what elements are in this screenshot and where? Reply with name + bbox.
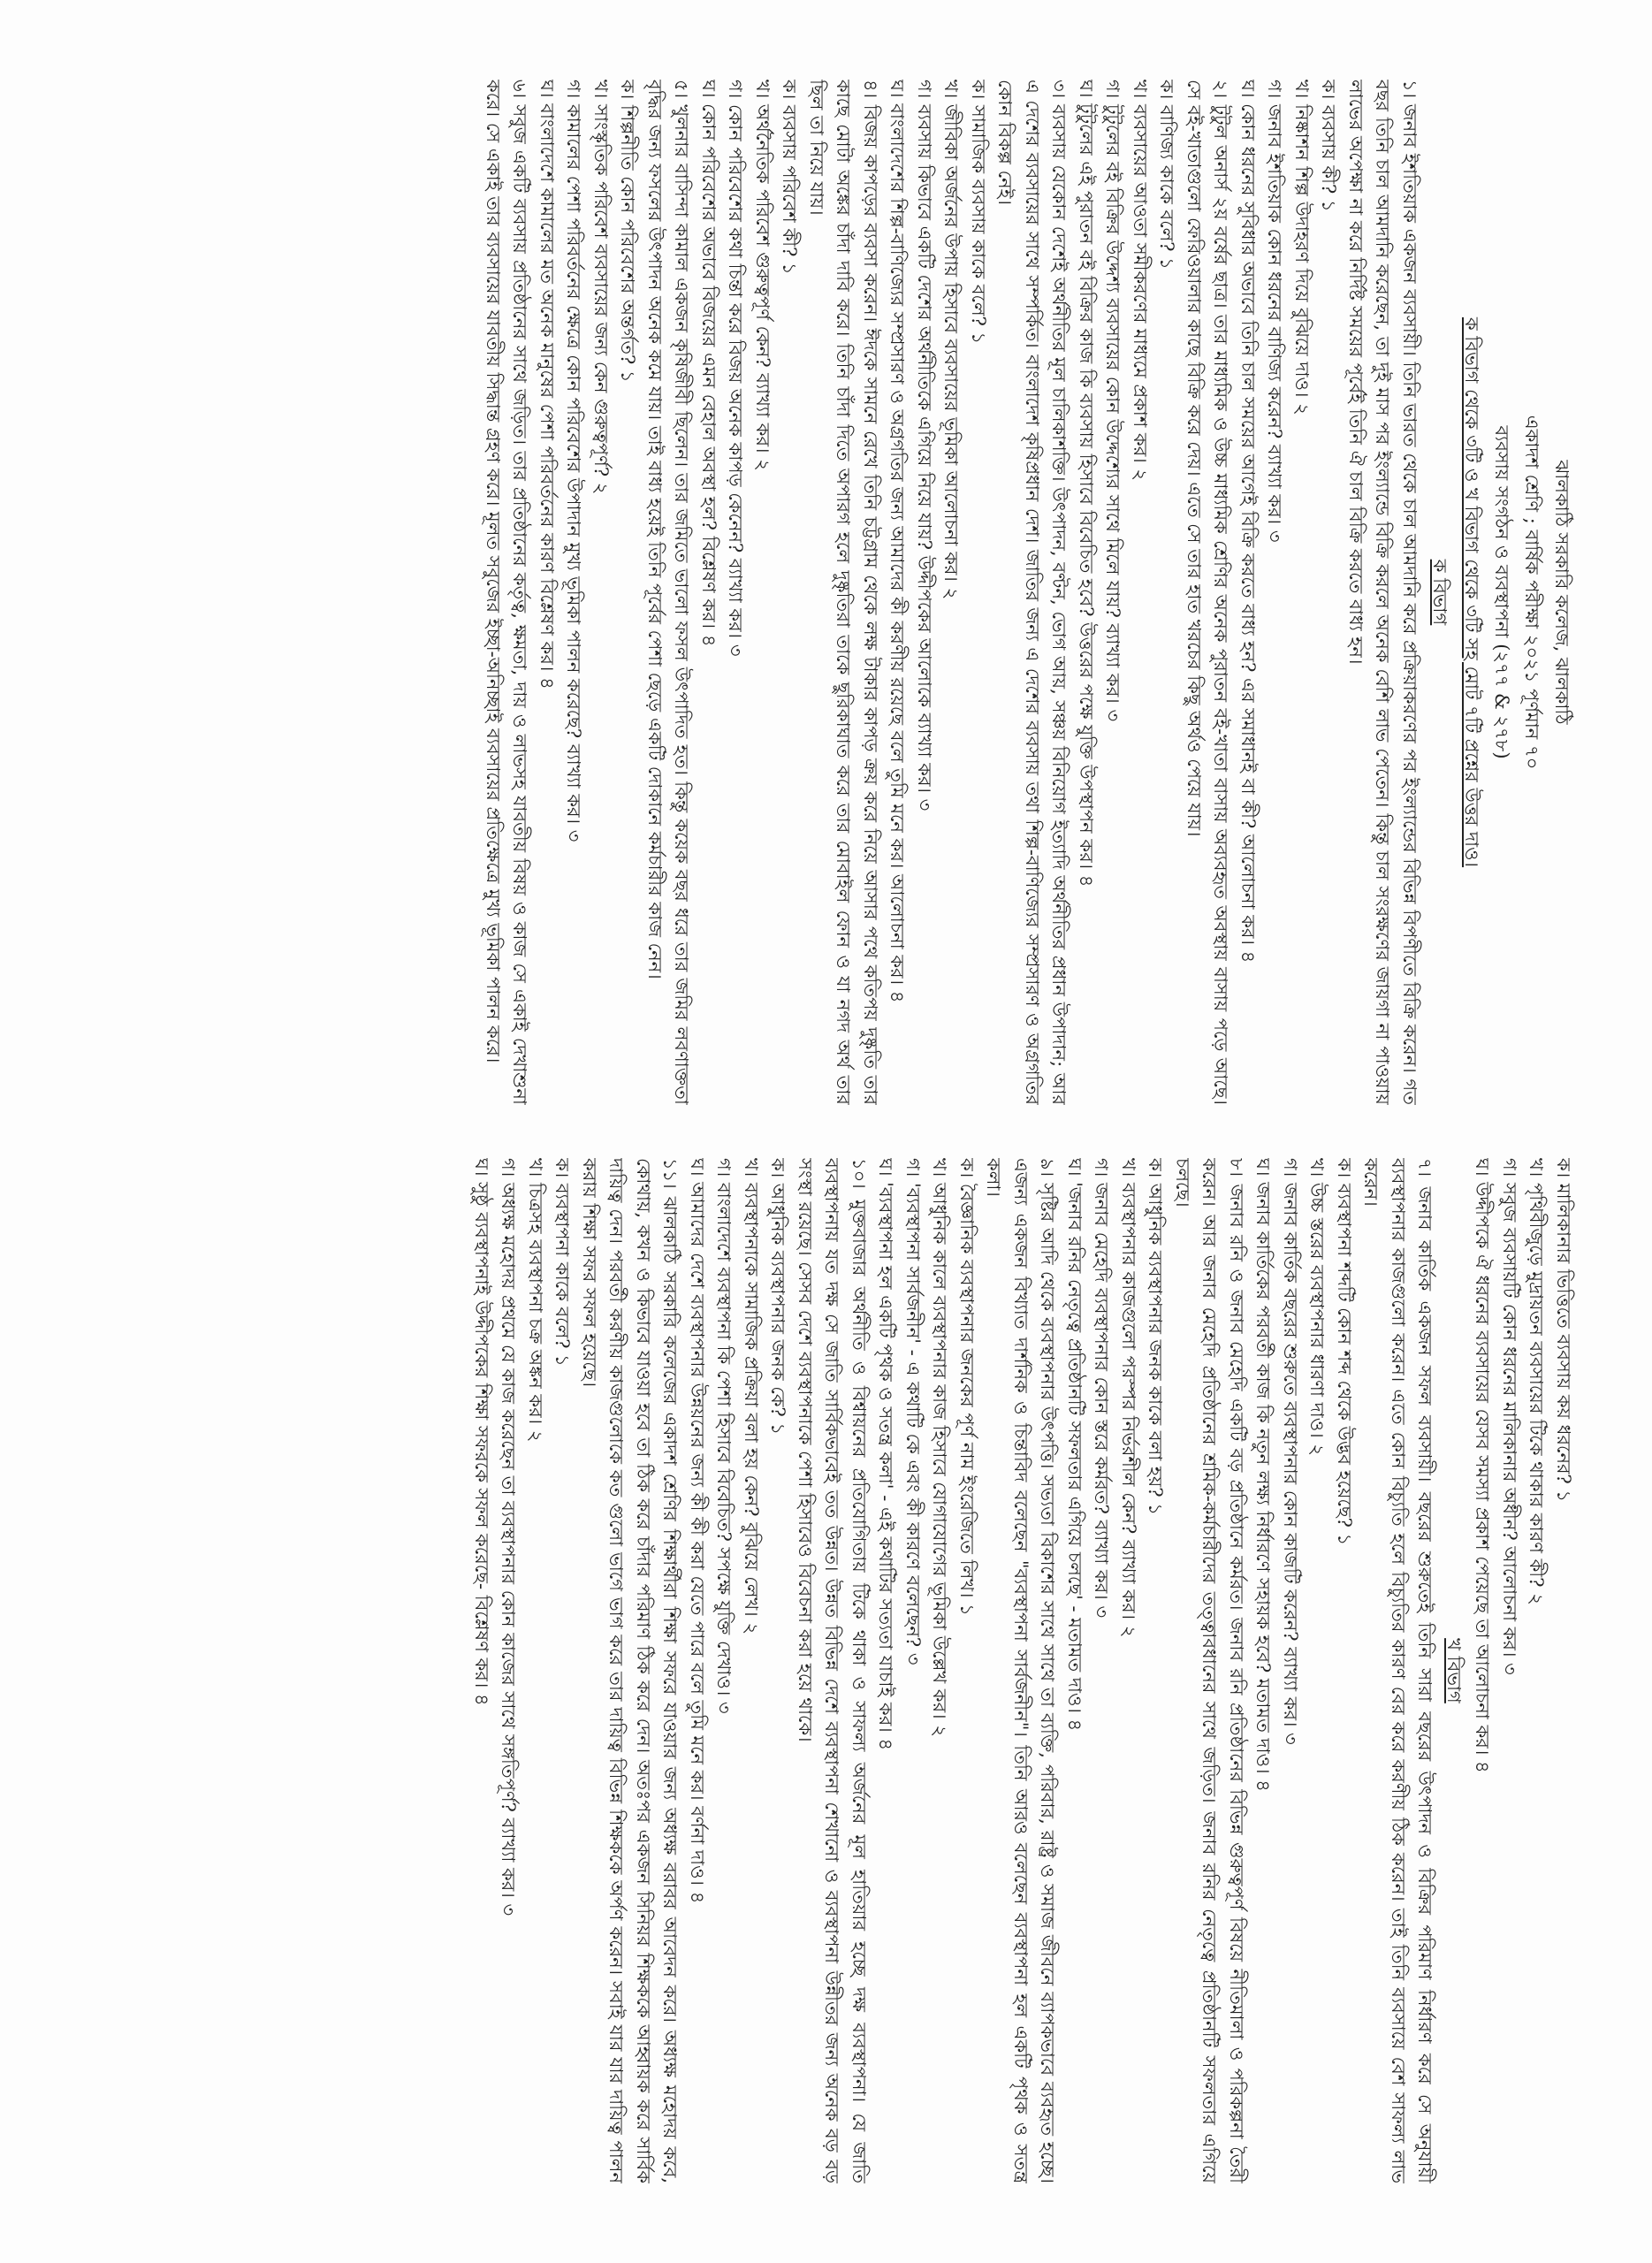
sub-question: গ। জনাব কার্তিক বছরের শুরুতে ব্যবস্থাপনার কোন কাজটি করেন? ব্যাখ্যা কর। ৩: [1280, 1158, 1301, 1745]
section-kha-heading: খ বিভাগ: [1443, 1638, 1465, 1703]
sub-question: ঘ। জনাব কার্তিকের পরবর্তী কাজ কি নতুন লক্ষ্য নির্ধারণে সহায়ক হবে? মতামত দাও। ৪: [1252, 1158, 1275, 1792]
sub-question: খ। ব্যবস্থাপনাকে সামাজিক প্রক্রিয়া বলা হয় কেন? বুঝিয়ে লেখ। ২: [741, 1158, 762, 1635]
sub-question: ক। আধুনিক ব্যবস্থাপনার জনক কে? ১: [767, 1158, 789, 1436]
sub-question: ঘ। কোন পরিবেশের অভাবে বিজয়ের এমন বেহাল অবস্থা হল? বিশ্লেষণ কর। ৪: [698, 80, 719, 647]
sub-question: খ। আধুনিক কালে ব্যবস্থাপনার কাজ হিসাবে যোগাযোগের ভূমিকা উল্লেখ কর। ২: [929, 1158, 951, 1737]
sub-question: খ। ব্যবসায়ের আওতা সমীকরণের মাধ্যমে প্রকাশ কর। ২: [1130, 80, 1151, 482]
sub-question: খ। ব্যবস্থাপনার কাজগুলো পরস্পর নির্ভরশীল কেন? ব্যাখ্যা কর। ২: [1118, 1158, 1139, 1638]
question-stem: ১১। ঝালকাঠি সরকারি কলেজের একাদশ শ্রেণির শিক্ষার্থীরা শিক্ষা সফরে যাওয়ার জন্য অধ্যক্ষ বরাবর আবেদন করে। অধ্যক্ষ মহোদয় কবে, কোথায়, কখন ও কিভাবে যাওয়া হবে তা ঠিক করে চাঁদার পরিমাণ ঠিক করে দেন। অতঃপর একজন সিনিয়র শিক্ষককে আহ্বায়ক করে সার্বিক দায়িত্ব দেন। পরবর্তী করণীয় কাজগুলোকে কত গুলো ভাগে ভাগ করে তার দায়িত্ব বিভিন্ন শিক্ষককে অর্পণ করেন। সবাই যার যার দায়িত্ব পালন করায় শিক্ষা সফর সফল হয়েছে।: [579, 1158, 681, 2183]
sub-question: ঘ। টুটুলের এই পুরাতন বই বিক্রির কাজ কি ব্যবসায় হিসাবে বিবেচিত হবে? উত্তরের পক্ষে যুক্তি উপস্থাপন কর। ৪: [1076, 80, 1097, 888]
question-stem: ১০। মুক্তবাজার অর্থনীতি ও বিশ্বায়নের প্রতিযোগিতায় টিকে থাকা ও সাফল্য অর্জনের মূল হাতিয়ার হচ্ছে দক্ষ ব্যবস্থাপনা। যে জাতি ব্যবস্থাপনায় যত দক্ষ সে জাতি সার্বিকভাবেই তত উন্নত। উন্নত বিভিন্ন দেশে ব্যবস্থাপনা শেখানো ও ব্যবস্থাপনা উন্নীতর জন্য অনেক বড় বড় সংস্থা রয়েছে। সেসব দেশে ব্যবস্থাপনাকে পেশা হিসাবেও বিবেচনা করা হয়ে থাকে।: [795, 1158, 870, 2183]
sub-question: খ। নিষ্কাশন শিল্প উদাহরণ দিয়ে বুঝিয়ে দাও। ২: [1291, 80, 1313, 415]
left-question-list: [480, 80, 1424, 1105]
sub-question: গ। ব্যবসায় কিভাবে একটি দেশের অর্থনীতিকে এগিয়ে নিয়ে যায়? উদ্দীপকের আলোকে ব্যাখ্যা কর। ৩: [914, 80, 935, 811]
subject-line: ব্যবসায় সংগঠন ও ব্যবস্থাপনা (২৭৭ & ২৭৮): [1491, 425, 1512, 759]
right-column: [74, 1158, 1577, 2183]
sub-question: ক। মালিকানার ভিত্তিতে ব্যবসায় কয় ধরনের? ১: [1553, 1158, 1574, 1503]
sub-question: ক। আধুনিক ব্যবস্থাপনার জনক কাকে বলা হয়? ১: [1145, 1158, 1167, 1515]
sub-question: ঘ। সুষ্ঠু ব্যবস্থাপনাই উদ্দীপকের শিক্ষা সফরকে সফল করেছে- বিশ্লেষণ কর। ৪: [471, 1158, 492, 1706]
sub-question: ক। বৈজ্ঞানিক ব্যবস্থাপনার জনকের পূর্ণ নাম ইংরেজিতে লিখ। ১: [956, 1158, 978, 1616]
sub-question: ক। ব্যবসায় কী? ১: [1318, 80, 1340, 212]
sub-question: ক। শিল্পনীতি কোন পরিবেশের অন্তর্গত? ১: [617, 80, 639, 383]
sub-question: ঘ। কোন ধরনের সুবিধার অভাবে তিনি চাল সময়ের আগেই বিক্রি করতে বাধ্য হন? এর সমাধানই বা কী? আলোচনা কর। ৪: [1237, 80, 1259, 964]
exam-line: একাদশ শ্রেণি ; বার্ষিক পরীক্ষা ২০২১ পূর্ণমান ৭০: [1521, 415, 1542, 770]
sub-question: গ। কোন পরিবেশের কথা চিন্তা করে বিজয় অনেক কাপড় কেনেন? ব্যাখ্যা কর। ৩: [725, 80, 747, 657]
sub-question: খ। সাংস্কৃতিক পরিবেশ ব্যবসায়ের জন্য কেন গুরুত্বপূর্ণ? ২: [590, 80, 612, 495]
question-stem: ২। টুটুল অনার্স ২য় বর্ষের ছাত্র। তার মাধ্যমিক ও উচ্চ মাধ্যমিক শ্রেণির অনেক পুরাতন বই-খাতা বাসায় অব্যবহৃত অবস্থায় বাসায় পড়ে আছে। সে বই-খাতাগুলো ফেরিওয়ালার কাছে বিক্রি করে দেয়। এতে সে তার হাত খরচের কিছু অর্থও পেয়ে যায়।: [1184, 80, 1232, 1105]
sub-question: গ। কামালের পেশা পরিবর্তনের ক্ষেত্রে কোন পরিবেশের উপাদান মুখ্য ভূমিকা পালন করেছে? ব্যাখ্যা কর। ৩: [563, 80, 585, 842]
sub-question: গ। জনাব মেহেদি ব্যবস্থাপনার কোন স্তরে কর্মরত? ব্যাখ্যা কর। ৩: [1091, 1158, 1113, 1619]
section-ka-heading: ক বিভাগ: [1429, 559, 1450, 626]
sub-question: খ। অর্থনৈতিক পরিবেশ গুরুত্বপূর্ণ কেন? ব্যাখ্যা কর। ২: [752, 80, 773, 471]
sub-question: খ। পৃথিবীজুড়ে মুদ্রায়তন ব্যবসায়ের টিকে থাকার কারণ কী? ২: [1526, 1158, 1548, 1605]
sub-question: ক। ব্যবসায় পরিবেশ কী? ১: [779, 80, 801, 275]
sub-question: খ। উচ্চ স্তরের ব্যবস্থাপনার ধারণা দাও। ২: [1306, 1158, 1328, 1457]
sub-question: গ। বাংলাদেশে ব্যবস্থাপনা কি পেশা হিসাবে বিবেচিত? সপক্ষে যুক্তি দেখাও। ৩: [713, 1158, 735, 1714]
sub-question: খ। চিত্রসহ ব্যবস্থাপনা চক্র অঙ্কন কর। ২: [525, 1158, 546, 1443]
question-stem: ৬। সবুজ একটি ব্যবসায় প্রতিষ্ঠানের সাথে জড়িত। তার প্রতিষ্ঠানের কর্তৃত্ব, ক্ষমতা, দায় ও লাভসহ যাবতীয় বিষয় ও কাজ সে একাই দেখাশুনা করে। সে একাই তার ব্যবসায়ের যাবতীয় সিদ্ধান্ত গ্রহণ করে। মূলত সবুজের ইচ্ছা-অনিচ্ছাই ব্যবসায়ের প্রতিক্ষেত্রে মুখ্য ভূমিকা পালন করে।: [483, 80, 531, 1105]
right-question-list-top: [1469, 1158, 1577, 2183]
sub-question: ঘ। উদ্দীপকে ঐ ধরনের ব্যবসায়ের যেসব সমস্যা প্রকাশ পেয়েছে তা আলোচনা কর। ৪: [1472, 1158, 1494, 1773]
exam-header: [1425, 80, 1577, 1105]
sub-question: ঘ। বাংলাদেশে কামালের মত অনেক মানুষের পেশা পরিবর্তনের কারণ বিশ্লেষণ কর। ৪: [537, 80, 558, 690]
left-column: [74, 80, 1577, 1105]
sub-question: গ। সবুজ ব্যবসায়টি কোন ধরনের মালিকানার অধীন? আলোচনা কর। ৩: [1499, 1158, 1520, 1675]
sub-question: ঘ। 'জনাব রনির নেতৃত্বে প্রতিষ্ঠানটি সফলতার এগিয়ে চলছে' - মতামত দাও। ৪: [1064, 1158, 1085, 1732]
question-stem: ৫। খুলনার বাসিন্দা কামাল একজন কৃষিজীবী ছিলেন। তার জমিতে ভালো ফসল উৎপাদিত হত। কিন্তু কয়েক বছর ধরে তার জমির লবণাক্ততা বৃদ্ধির জন্য ফসলের উৎপাদন অনেক কমে যায়। তাই বাধ্য হয়েই তিনি পূর্বের পেশা ছেড়ে একটি দোকানে কর্মচারীর কাজ নেন।: [644, 80, 693, 1105]
sub-question: ঘ। বাংলাদেশের শিল্প-বাণিজ্যের সম্প্রসারণ ও অগ্রগতির জন্য আমাদের কী করণীয় রয়েছে বলে তুমি মনে কর। আলোচনা কর। ৪: [887, 80, 909, 1003]
college-name: ঝালকাঠি সরকারি কলেজ, ঝালকাঠি: [1551, 460, 1572, 725]
sub-question: ক। ব্যবস্থাপনা কাকে বলে? ১: [552, 1158, 574, 1367]
sub-question: ক। বাণিজ্য কাকে বলে? ১: [1156, 80, 1178, 270]
exam-instruction: ক বিভাগ থেকে ৩টি ও খ বিভাগ থেকে ৩টি সহ মোট ৭টি প্রশ্নের উত্তর দাও।: [1461, 316, 1482, 868]
question-stem: ১। জনাব ইশতিয়াক একজন ব্যবসায়ী। তিনি ভারত থেকে চাল আমদানি করে প্রক্রিয়াকরণের পর ইংল্যান্ডের বিভিন্ন বিপণীতে বিক্রি করেন। গত বছর তিনি চাল আমদানি করেছেন, তা দুই মাস পর ইংল্যান্ডে বিক্রি করলে অনেক বেশি লাভ পেতেন। কিন্তু চাল সংরক্ষণের জায়গা না পাওয়ায় লাভের অপেক্ষা না করে নির্দিষ্ট সময়ের পূর্বেই তিনি ঐ চাল বিক্রি করতে বাধ্য হন।: [1345, 80, 1420, 1105]
sub-question: গ। 'ব্যবস্থাপনা সার্বজনীন' - এ কথাটি কে এবং কী কারণে বলেছেন? ৩: [902, 1158, 924, 1665]
question-stem: ৪। বিজয় কাপড়ের ব্যবসা করেন। ঈদকে সামনে রেখে তিনি চট্টগ্রাম থেকে লক্ষ টাকার কাপড় ক্রয় করে নিয়ে আসার পথে কতিপয় দুষ্কৃতি তার কাছে মোটা অঙ্কের চাঁদা দাবি করে। তিনি চাঁদা দিতে অপারগ হলে দুষ্কৃতিরা তাকে ছুরিকাঘাত করে তার মোবাইল ফোন ও যা নগদ অর্থ তার ছিল তা নিয়ে যায়।: [806, 80, 881, 1105]
sub-question: গ। জনাব ইশতিয়াক কোন ধরনের বাণিজ্য করেন? ব্যাখ্যা কর। ৩: [1264, 80, 1286, 543]
question-stem: ৭। জনাব কার্তিক একজন সফল ব্যবসায়ী। বছরের শুরুতেই তিনি সারা বছরের উৎপাদন ও বিক্রির পরিমাণ নির্ধারণ করে সে অনুযায়ী ব্যবস্থাপনার কাজগুলো করেন। এতে কোন বিচ্যুতি হলে বিচ্যুতির কারণ বের করে করণীয় ঠিক করেন। তাই তিনি ব্যবসায়ে বেশ সাফল্য লাভ করেন।: [1360, 1158, 1436, 2183]
sub-question: গ। অধ্যক্ষ মহোদয় প্রথমে যে কাজ করেছেন তা ব্যবস্থাপনার কোন কাজের সাথে সঙ্গতিপূর্ণ? ব্যাখ্যা কর। ৩: [498, 1158, 520, 1916]
sub-question: গ। টুটুলের বই বিক্রির উদ্দেশ্য ব্যবসায়ের কোন উদ্দেশ্যের সাথে মিলে যায়? ব্যাখ্যা কর। ৩: [1102, 80, 1124, 722]
question-stem: ৮। জনাব রনি ও জনাব মেহেদি একটি বড় প্রতিষ্ঠানে কর্মরত। জনাব রনি প্রতিষ্ঠানের বিভিন্ন গুরুত্বপূর্ণ বিষয়ে নীতিমালা ও পরিকল্পনা তৈরী করেন। আর জনাব মেহেদি প্রতিষ্ঠানের শ্রমিক-কর্মচারীদের তত্ত্বাবধানের সাথে জড়িত। জনাব রনির নেতৃত্বে প্রতিষ্ঠানটি সফলতার এগিয়ে চলছে।: [1172, 1158, 1247, 2183]
sub-question: ঘ। আমাদের দেশে ব্যবস্থাপনার উন্নয়নের জন্য কী কী করা যেতে পারে বলে তুমি মনে কর। বর্ণনা দাও। ৪: [687, 1158, 708, 1904]
question-stem: ৩। ব্যবসায় যেকোন দেশেই অর্থনীতির মূল চালিকাশক্তি। উৎপাদন, বণ্টন, ভোগ আয়, সঞ্চয় বিনিয়োগ ইত্যাদি অর্থনীতির প্রধান উপাদান; আর এ দেশের ব্যবসায়ের সাথে সম্পর্কিত। বাংলাদেশ কৃষিপ্রধান দেশ। জাতির জন্য এ দেশের ব্যবসায় তথা শিল্প-বাণিজ্যের সম্প্রসারণ ও অগ্রগতির কোন বিকল্প নেই।: [994, 80, 1070, 1105]
sub-question: ক। সামাজিক ব্যবসায় কাকে বলে? ১: [968, 80, 989, 345]
sub-question: ঘ। 'ব্যবস্থাপনা হল একটি পৃথক ও সতন্ত্র কলা' - এই কথাটির সত্যতা যাচাই কর। ৪: [875, 1158, 897, 1751]
sub-question: খ। জীবিকা অর্জনের উপায় হিসাবে ব্যবসায়ের ভূমিকা আলোচনা কর। ২: [940, 80, 963, 600]
rotated-content: [74, 80, 1577, 2183]
question-stem: ৯। সৃষ্টির আদি থেকে ব্যবস্থাপনার উৎপত্তি। সভ্যতা বিকাশের সাথে সাথে তা ব্যক্তি, পরিবার, রাষ্ট্র ও সমাজ জীবনে ব্যাপকভাবে ব্যবহৃত হচ্ছে। এজন্য একজন বিখ্যাত দার্শনিক ও চিন্তাবিদ বলেছেন "ব্যবস্থাপনা সার্বজনীন"। তিনি আরও বলেছেন ব্যবস্থাপনা হল একটি পৃথক ও সতন্ত্র কলা।: [983, 1158, 1059, 2183]
right-question-list-bottom: [468, 1158, 1439, 2183]
sub-question: ক। ব্যবস্থাপনা শব্দটি কোন শব্দ থেকে উদ্ভব হয়েছে? ১: [1334, 1158, 1355, 1546]
